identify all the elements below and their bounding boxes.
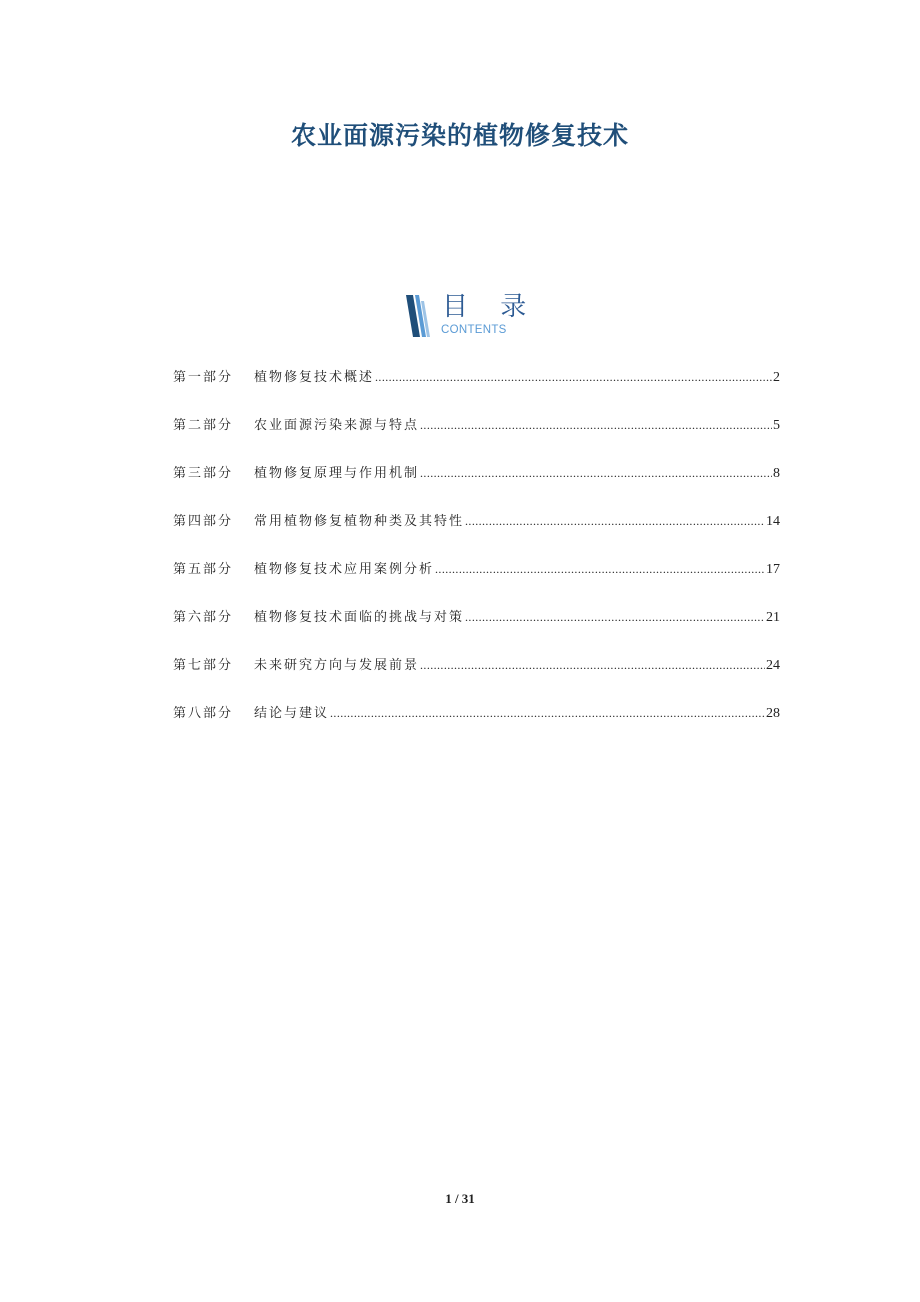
toc-entry[interactable] [173,414,780,462]
toc-entry-page: 21 [766,610,780,625]
toc-entry-page: 28 [766,706,780,721]
slanted-bars-logo-icon [405,295,431,337]
toc-entry-leader [420,654,765,676]
toc-entry[interactable] [173,462,780,510]
toc-entry[interactable] [173,366,780,414]
page-number: 1 / 31 [445,1191,475,1206]
toc-entry-part: 第一部分 [173,370,234,385]
toc-entry-title: 农业面源污染来源与特点 [254,418,420,433]
toc-entry[interactable] [173,606,780,654]
toc-entry-title: 未来研究方向与发展前景 [254,658,420,673]
toc-entry-page: 8 [773,466,780,481]
toc-entry-leader [465,606,765,628]
toc-entry-page: 24 [766,658,780,673]
toc-entry-page: 17 [766,562,780,577]
toc-entry-leader [330,702,765,724]
toc-entry-leader [420,462,772,484]
toc-heading: 目 录 [442,292,539,322]
toc-entry-part: 第六部分 [173,610,234,625]
toc-header [405,292,539,339]
toc-entry-page: 14 [766,514,780,529]
toc-entry-title: 常用植物修复植物种类及其特性 [254,514,465,529]
toc-entry-page: 5 [773,418,780,433]
toc-entry-leader [465,510,765,532]
document-title: 农业面源污染的植物修复技术 [290,121,629,150]
toc-entry-part: 第五部分 [173,562,234,577]
toc-entry-title: 植物修复原理与作用机制 [254,466,420,481]
toc-entry-leader [420,414,772,436]
toc-entry-part: 第七部分 [173,658,234,673]
toc-entry-part: 第四部分 [173,514,234,529]
toc-entry-part: 第二部分 [173,418,234,433]
toc-entry-title: 植物修复技术应用案例分析 [254,562,435,577]
toc-entry-title: 植物修复技术概述 [254,370,375,385]
toc-entry-leader [435,558,765,580]
toc-entry[interactable] [173,654,780,702]
toc-entry-page: 2 [773,370,780,385]
toc-entry-leader [375,366,772,388]
toc-entry-part: 第三部分 [173,466,234,481]
toc-subheading: CONTENTS [441,324,507,336]
toc-entry-title: 结论与建议 [254,706,330,721]
toc-entry[interactable] [173,558,780,606]
toc-entry[interactable] [173,702,780,750]
toc-list [173,366,780,750]
toc-entry-title: 植物修复技术面临的挑战与对策 [254,610,465,625]
toc-entry[interactable] [173,510,780,558]
toc-entry-part: 第八部分 [173,706,234,721]
